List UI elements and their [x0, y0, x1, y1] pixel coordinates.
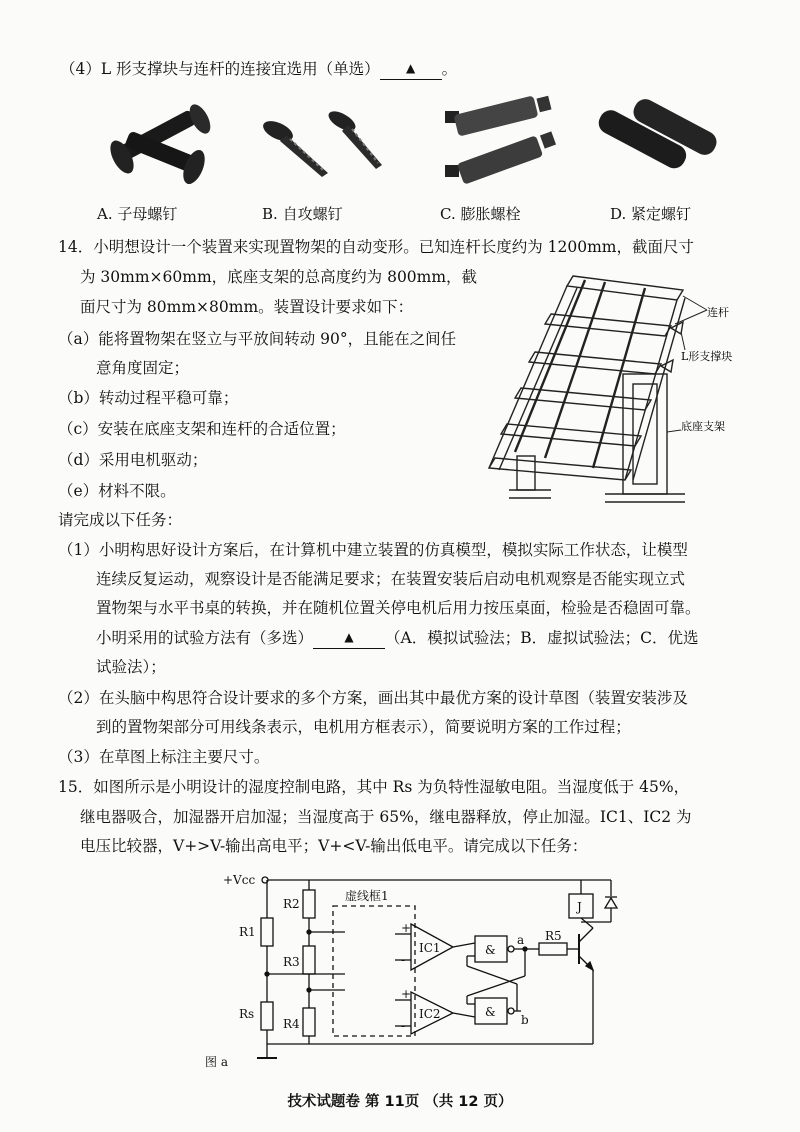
vcc-label: +Vcc: [223, 873, 256, 887]
nand1-label: &: [485, 943, 496, 957]
option-b: [262, 203, 343, 225]
node-b-label: b: [521, 1013, 529, 1027]
page-footer: 技术试题卷 第 11页 （共 12 页）: [287, 1094, 513, 1110]
option-a-name: 子母螺钉: [117, 205, 178, 223]
q14-req-e: （e）材料不限。: [58, 482, 176, 500]
q14-task3: （3）在草图上标注主要尺寸。: [58, 748, 270, 766]
q15-line-3: 电压比较器，V+>V-输出高电平；V+<V-输出低电平。请完成以下任务：: [80, 837, 588, 855]
q14-req-a: （a）能将置物架在竖立与平放间转动 90°，且能在之间任: [58, 330, 457, 348]
task1-answer-mark: ▲: [344, 630, 354, 644]
sex-bolt-image: [106, 101, 215, 187]
option-b-name: 自攻螺钉: [282, 205, 343, 223]
q14-stem-line-2: 为 30mm×60mm，底座支架的总高度约为 800mm，截: [80, 268, 478, 286]
q14-task-intro: 请完成以下任务：: [58, 511, 183, 529]
ic2-minus: -: [401, 1019, 406, 1033]
q14-req-d: （d）采用电机驱动；: [58, 451, 208, 469]
q15-line-2: 继电器吸合，加湿器开启加湿；当湿度高于 65%，继电器释放，停止加湿。IC1、IC2 为: [80, 808, 692, 826]
task1-prefix: 小明采用的试验方法有（多选）: [96, 629, 314, 647]
option-b-letter: B.: [262, 205, 278, 223]
r4-label: R4: [283, 1017, 300, 1031]
q13-4-suffix: 。: [441, 60, 458, 78]
task1-answer-blank: [313, 625, 385, 649]
q15-line-1: 15．如图所示是小明设计的湿度控制电路，其中 Rs 为负特性湿敏电阻。当湿度低于 45%，: [58, 778, 690, 796]
q14-task1-line-4: [96, 627, 698, 651]
q14-task2-line-1: （2）在头脑中构思符合设计要求的多个方案，画出其中最优方案的设计草图（装置安装涉及: [58, 689, 688, 707]
q13-4-prefix: （4）L 形支撑块与连杆的连接宜选用（单选）: [60, 60, 380, 78]
self-tapping-screw-image: [260, 107, 382, 177]
nand2-label: &: [485, 1005, 496, 1019]
q14-task1-line-3: 置物架与水平书桌的转换，并在随机位置关停电机后用力按压桌面，检验是否稳固可靠。: [96, 599, 701, 617]
task1-suffix: （A．模拟试验法；B．虚拟试验法；C．优选: [385, 629, 699, 647]
option-c-name: 膨胀螺栓: [460, 205, 521, 223]
option-a-letter: A.: [97, 205, 113, 223]
shelf-figure: [485, 262, 755, 512]
r2-label: R2: [283, 897, 300, 911]
relay-label: J: [577, 900, 582, 914]
node-a-label: a: [517, 933, 525, 947]
option-c: [440, 203, 521, 225]
humidity-circuit: [195, 866, 635, 1076]
base-label: 底座支架: [681, 420, 725, 433]
answer-mark: ▲: [405, 61, 416, 75]
set-screw-image: [595, 95, 720, 172]
option-c-letter: C.: [440, 205, 456, 223]
ic2-plus: +: [401, 987, 412, 1001]
q14-task1-line-2: 连续反复运动，观察设计是否能满足要求；在装置安装后启动电机观察是否能实现立式: [96, 570, 686, 588]
ic1-plus: +: [401, 921, 412, 935]
q14-req-c: （c）安装在底座支架和连杆的合适位置；: [58, 420, 346, 438]
option-d: [610, 203, 691, 225]
l-block-label: L形支撑块: [681, 350, 733, 363]
q14-stem-line-3: 面尺寸为 80mm×80mm。装置设计要求如下：: [80, 298, 414, 316]
r1-label: R1: [239, 925, 256, 939]
dashed-box-label: 虚线框1: [345, 889, 389, 903]
option-d-letter: D.: [610, 205, 627, 223]
link-label: 连杆: [707, 306, 729, 319]
r5-label: R5: [545, 929, 562, 943]
answer-blank: [380, 56, 442, 80]
rs-label: Rs: [239, 1007, 255, 1021]
expansion-bolt-image: [445, 95, 556, 184]
q14-req-b: （b）转动过程平稳可靠；: [58, 389, 239, 407]
r3-label: R3: [283, 955, 300, 969]
figure-label: 图 a: [205, 1055, 228, 1069]
ic1-minus: -: [401, 953, 406, 967]
fastener-images: [90, 95, 730, 205]
ic2-label: IC2: [419, 1007, 441, 1021]
q14-task1-line-5: 试验法）；: [96, 658, 166, 676]
option-d-name: 紧定螺钉: [631, 205, 692, 223]
q14-task2-line-2: 到的置物架部分可用线条表示，电机用方框表示），简要说明方案的工作过程；: [96, 718, 631, 736]
q14-task1-line-1: （1）小明构思好设计方案后，在计算机中建立装置的仿真模型，模拟实际工作状态，让模型: [58, 541, 688, 559]
q14-stem-line-1: 14．小明想设计一个装置来实现置物架的自动变形。已知连杆长度约为 1200mm，截面尺寸: [58, 238, 694, 256]
q13-4-question: [60, 58, 457, 82]
ic1-label: IC1: [419, 941, 441, 955]
option-a: [97, 203, 177, 225]
q14-req-a-cont: 意角度固定；: [96, 359, 190, 377]
